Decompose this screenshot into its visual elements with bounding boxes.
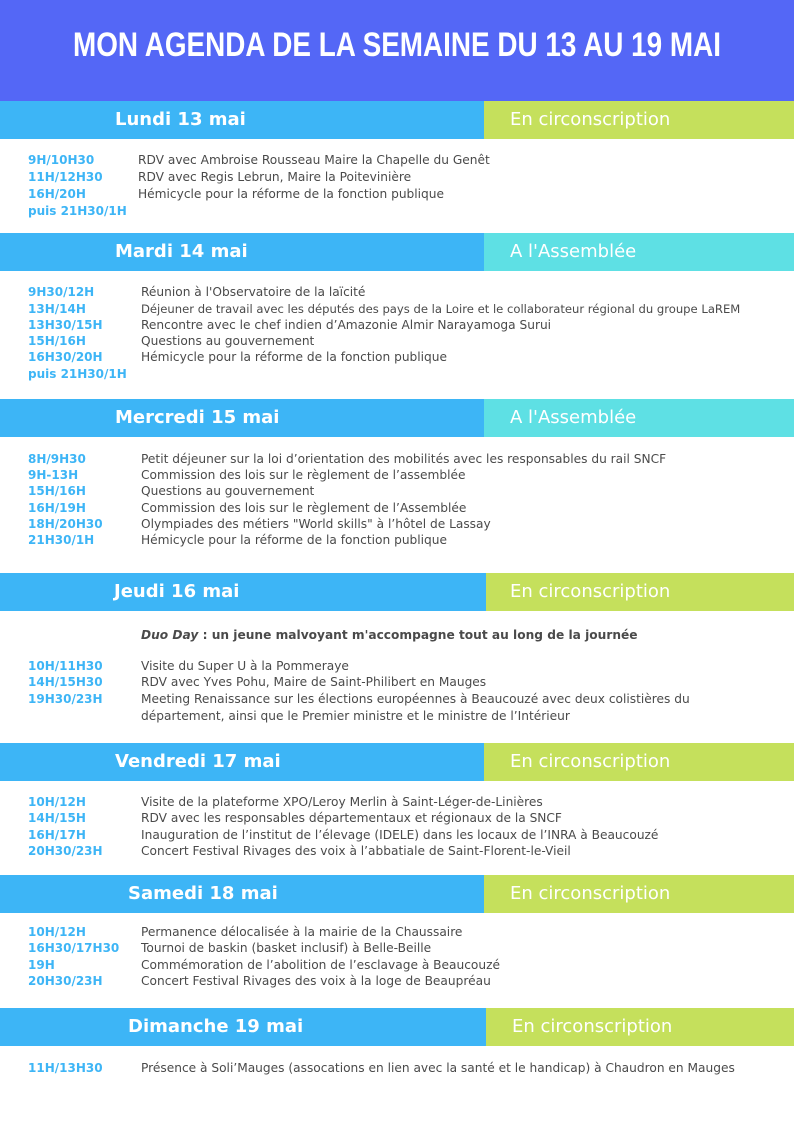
event-row [0,170,794,186]
day-name: Samedi 18 mai [128,883,278,904]
event-time: 20H30/23H [28,844,103,858]
day-header-bar [0,399,794,437]
event-row [0,844,794,860]
location-label: A l'Assemblée [510,407,637,428]
location-label: A l'Assemblée [510,241,637,262]
event-row [0,501,794,517]
event-time: 20H30/23H [28,974,103,988]
event-row [0,484,794,500]
event-time: 16H/19H [28,501,86,515]
event-row [0,709,794,725]
event-row [0,334,794,350]
event-row [0,517,794,533]
event-desc: Commission des lois sur le règlement de l’Assemblée [141,501,467,515]
event-row [0,795,794,811]
event-desc: Hémicycle pour la réforme de la fonction publique [138,187,445,201]
event-time: 14H/15H30 [28,675,103,689]
event-row [0,367,794,383]
event-time: 19H30/23H [28,692,103,706]
event-desc: Visite de la plateforme XPO/Leroy Merlin à Saint-Léger-de-Linières [141,795,543,809]
event-desc: Rencontre avec le chef indien d’Amazonie Almir Narayamoga Surui [141,318,552,332]
event-time: 16H30/17H30 [28,941,120,955]
event-desc: Meeting Renaissance sur les élections européennes à Beaucouzé avec deux colistières du [141,692,690,706]
event-row [0,302,794,318]
location-label: En circonscription [510,109,671,130]
event-desc: Inauguration de l’institut de l’élevage (IDELE) dans les locaux de l’INRA à Beaucouzé [141,828,659,842]
day-name: Lundi 13 mai [115,109,246,130]
event-time: 9H30/12H [28,285,95,299]
day-name-band [0,573,486,611]
day-header-bar [0,233,794,271]
day-header-bar [0,875,794,913]
event-time: 16H/17H [28,828,86,842]
event-desc: Hémicycle pour la réforme de la fonction publique [141,533,448,547]
event-desc: RDV avec Ambroise Rousseau Maire la Chapelle du Genêt [138,153,490,167]
event-desc: Présence à Soli’Mauges (assocations en lien avec la santé et le handicap) à Chaudron en Mauges [141,1061,735,1075]
note-text: : un jeune malvoyant m'accompagne tout au long de la journée [198,628,638,642]
location-label: En circonscription [510,751,671,772]
location-label: En circonscription [510,581,671,602]
event-row [0,828,794,844]
event-time: 15H/16H [28,334,86,348]
event-time: 13H30/15H [28,318,103,332]
event-row [0,692,794,708]
event-desc: Hémicycle pour la réforme de la fonction publique [141,350,448,364]
day-header-bar [0,1008,794,1046]
day-name: Dimanche 19 mai [128,1016,304,1037]
event-desc: Concert Festival Rivages des voix à la loge de Beaupréau [141,974,491,988]
event-time: puis 21H30/1H [28,367,127,381]
event-time: 10H/12H [28,795,86,809]
note-title: Duo Day [141,628,199,642]
event-row [0,958,794,974]
day-name: Mardi 14 mai [115,241,248,262]
event-time: 9H/10H30 [28,153,95,167]
event-row [0,675,794,691]
event-time: 8H/9H30 [28,452,86,466]
event-row [0,187,794,203]
event-time: 19H [28,958,55,972]
event-time: 18H/20H30 [28,517,103,531]
event-row [0,925,794,941]
day-header-bar [0,101,794,139]
event-desc: Visite du Super U à la Pommeraye [141,659,349,673]
day-name: Vendredi 17 mai [115,751,281,772]
event-time: 16H30/20H [28,350,103,364]
event-row [0,1061,794,1077]
event-desc: Petit déjeuner sur la loi d’orientation des mobilités avec les responsables du rail SNCF [141,452,667,466]
event-row [0,153,794,169]
event-desc: Olympiades des métiers "World skills" à l’hôtel de Lassay [141,517,491,531]
event-time: 11H/12H30 [28,170,103,184]
event-row [0,533,794,549]
location-label: En circonscription [512,1016,673,1037]
page-title: MON AGENDA DE LA SEMAINE DU 13 AU 19 MAI [72,26,722,64]
event-time: 10H/12H [28,925,86,939]
event-desc: RDV avec les responsables départementaux et régionaux de la SNCF [141,811,562,825]
page-header [0,0,794,101]
event-row [0,468,794,484]
event-desc: Tournoi de baskin (basket inclusif) à Belle-Beille [141,941,432,955]
event-time: 21H30/1H [28,533,95,547]
event-desc: Questions au gouvernement [141,334,315,348]
duo-day-note [141,628,638,642]
event-row [0,318,794,334]
event-time: 15H/16H [28,484,86,498]
event-time: 11H/13H30 [28,1061,103,1075]
event-desc: RDV avec Regis Lebrun, Maire la Poitevinière [138,170,412,184]
event-row [0,204,794,220]
event-desc: Permanence délocalisée à la mairie de la Chaussaire [141,925,463,939]
event-desc: Réunion à l'Observatoire de la laïcité [141,285,366,299]
event-row [0,974,794,990]
event-row [0,350,794,366]
event-time: 13H/14H [28,302,86,316]
event-time: 10H/11H30 [28,659,103,673]
day-header-bar [0,573,794,611]
event-row [0,659,794,675]
event-time: puis 21H30/1H [28,204,127,218]
event-row [0,941,794,957]
day-name: Jeudi 16 mai [114,581,240,602]
event-row [0,452,794,468]
event-row [0,811,794,827]
day-name: Mercredi 15 mai [115,407,280,428]
event-desc: département, ainsi que le Premier ministre et le ministre de l’Intérieur [141,709,570,723]
event-row [0,285,794,301]
location-label: En circonscription [510,883,671,904]
event-desc: Questions au gouvernement [141,484,315,498]
event-time: 16H/20H [28,187,86,201]
event-time: 14H/15H [28,811,86,825]
day-header-bar [0,743,794,781]
event-desc: Commémoration de l’abolition de l’esclavage à Beaucouzé [141,958,500,972]
event-desc: Commission des lois sur le règlement de l’assemblée [141,468,466,482]
event-desc: Déjeuner de travail avec les députés des pays de la Loire et le collaborateur régional du groupe LaREM [141,302,741,316]
event-time: 9H-13H [28,468,79,482]
event-desc: Concert Festival Rivages des voix à l’abbatiale de Saint-Florent-le-Vieil [141,844,571,858]
event-desc: RDV avec Yves Pohu, Maire de Saint-Philibert en Mauges [141,675,487,689]
